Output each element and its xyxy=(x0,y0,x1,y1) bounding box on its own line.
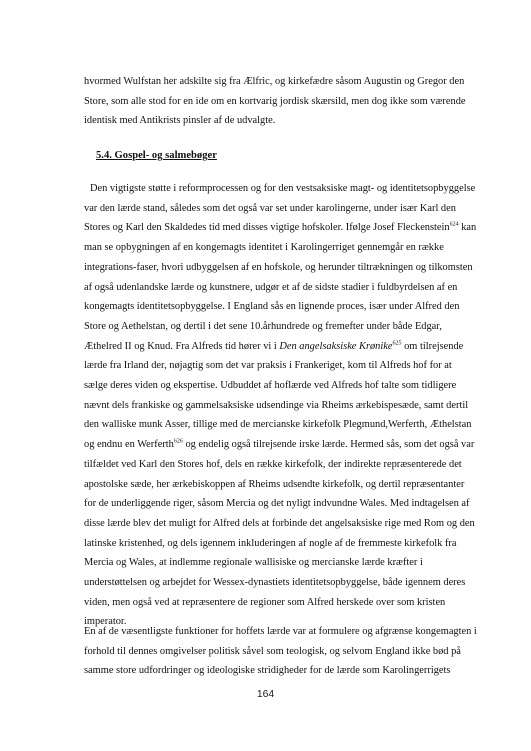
text-line: integrations-faser, hvori udbyggelsen af en hofskole, og herunder tiltrækningen og tilkomsten xyxy=(84,261,473,273)
text-line: Mercia og Wales, at indlemme regionale wallisiske og mercianske lærde kræfter i xyxy=(84,557,423,569)
page-number: 164 xyxy=(256,689,275,700)
text-line: identisk med Antikrists pinsler af de udvalgte. xyxy=(84,115,276,127)
text-line xyxy=(84,435,484,455)
text-line: lærde fra Irland der, nøjagtig som det var praksis i Frankeriget, kom til Alfreds hof for at xyxy=(84,360,452,372)
text-line: Store og Aethelstan, og dertil i det sene 10.århundrede og fremefter under både Edgar, xyxy=(84,320,442,332)
text-line xyxy=(84,218,484,238)
text-segment: og endelig også tilrejsende irske lærde. Hermed sås, som det også var xyxy=(182,439,475,451)
text-segment: og endnu en Werferth xyxy=(84,439,174,451)
section-heading: 5.4. Gospel- og salmebøger xyxy=(96,150,217,161)
text-line: viden, men også ved at repræsentere de regioner som Alfred herskede over som kristen xyxy=(84,596,446,608)
text-line: imperator. xyxy=(84,616,127,628)
text-line: den walliske munk Asser, tillige med de mercianske kirkefolk Plegmund,Werferth, Æthelstan xyxy=(84,419,472,431)
text-segment: Æthelred II og Knud. Fra Alfreds tid hører vi i xyxy=(84,340,280,352)
paragraph-intro xyxy=(84,72,484,131)
text-line xyxy=(84,337,484,357)
text-line: latinske kristenhed, og dels igennem inkluderingen af nogle af de fremmeste kirkefolk fra xyxy=(84,537,457,549)
text-segment: kan xyxy=(458,222,477,234)
text-line: samme store udfordringer og ideologiske stridigheder for de lærde som Karolingerrigets xyxy=(84,665,451,677)
text-line: sælge deres viden og ekspertise. Udbuddet af hoflærde ved Alfreds hof talte som tidligere xyxy=(84,380,457,392)
paragraph-main xyxy=(84,179,484,632)
text-line: kongemagts identitetsopbyggelse. I England sås en lignende proces, især under Alfred den xyxy=(84,301,460,313)
text-line: hvormed Wulfstan her adskilte sig fra Ælfric, og kirkefædre såsom Augustin og Gregor den xyxy=(84,76,465,87)
text-line: disse lærde blev det muligt for Alfred dels at forbinde det angelsaksiske rige med Rom og den xyxy=(84,517,475,529)
work-title: Den angelsaksiske Krønike xyxy=(279,340,393,352)
text-line: tilfældet ved Karl den Stores hof, dels en række kirkefolk, der indirekte repræsenterede det xyxy=(84,458,462,470)
text-segment: Stores og Karl den Skaldedes tid med disses vigtige hofskoler. Ifølge Josef Fleckenstein xyxy=(84,222,450,234)
text-line: for de underliggende riger, såsom Mercia og det nyligt indvundne Wales. Med indtagelsen af xyxy=(84,498,470,510)
text-line: apostolske sæde, her ærkebiskoppen af Rheims udsendte kirkefolk, og dertil repræsentanter xyxy=(84,478,465,490)
footnote-ref[interactable]: 624 xyxy=(449,221,459,228)
text-line: understøttelsen og arbejdet for Wessex-dynastiets identitetsopbyggelse, både igennem deres xyxy=(84,577,466,589)
text-line: man se opbygningen af en kongemagts identitet i Karolingerriget gennemgår en række xyxy=(84,242,444,254)
text-line: Den vigtigste støtte i reformprocessen og for den vestsaksiske magt- og identitetsopbyggelse xyxy=(90,183,476,194)
text-line: nævnt dels frankiske og gammelsaksiske udsendinge via Rheims ærkebispesæde, samt dertil xyxy=(84,399,469,411)
text-line: Store, som alle stod for en ide om en kortvarig jordisk skærsild, men dog ikke som værende xyxy=(84,95,466,107)
text-line: af også udenlandske lærde og kunstnere, udgør et af de sidste stadier i fuldbyrdelsen af en xyxy=(84,281,458,293)
text-line: En af de væsentligste funktioner for hoffets lærde var at formulere og afgrænse kongemagten i xyxy=(84,626,477,637)
footnote-ref[interactable]: 626 xyxy=(173,438,183,445)
footnote-ref[interactable]: 625 xyxy=(392,340,402,347)
text-line: forhold til dennes omgivelser politisk såvel som teologisk, og selvom England ikke bød på xyxy=(84,645,461,657)
text-segment: om tilrejsende xyxy=(401,340,464,352)
paragraph-closing xyxy=(84,622,484,681)
text-line: var den lærde stand, således som det også var set under karolingerne, under især Karl den xyxy=(84,202,456,214)
